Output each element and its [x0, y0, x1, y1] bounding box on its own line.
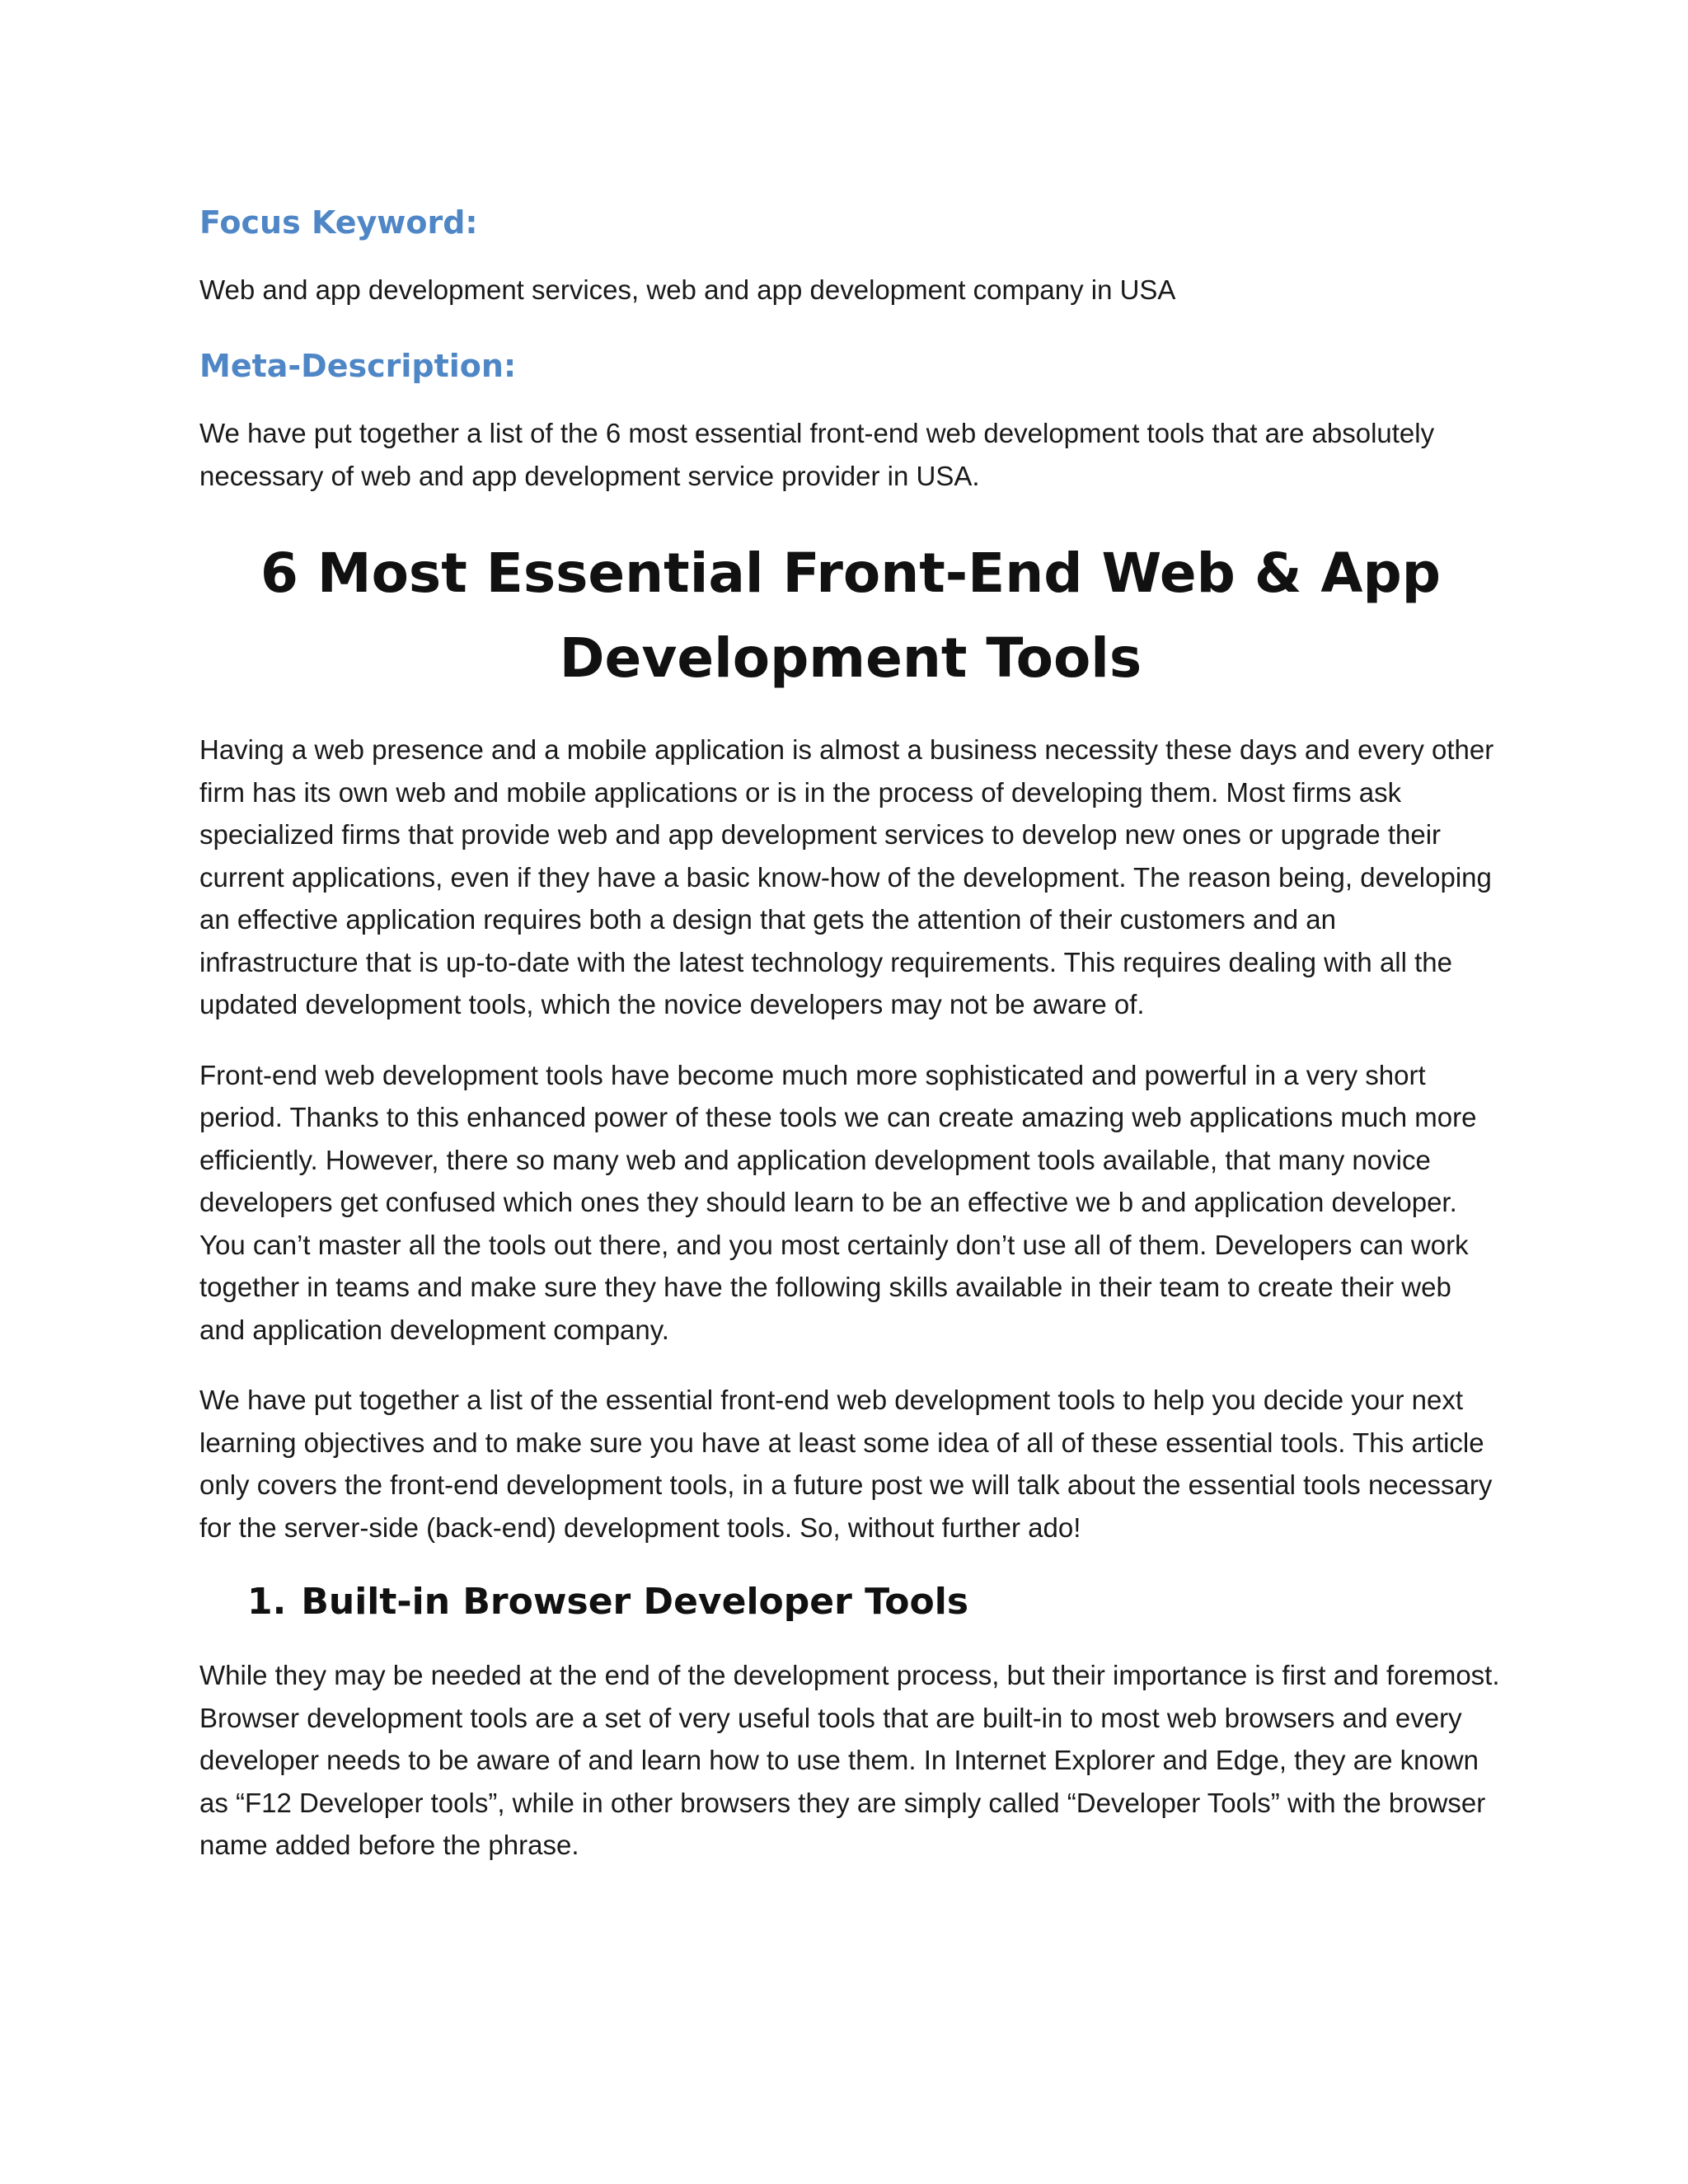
section-paragraph: While they may be needed at the end of the development process, but their importance is first and foremost. Browser development tools are a set of very useful tools that are built-in to most web browsers and every developer needs to be aware of and learn how to use them. In Internet Explorer and Edge, they are known as “F12 Developer tools”, while in other browsers they are simply called “Developer Tools” with the browser name added before the phrase.	[199, 1660, 1500, 1860]
meta-description-label: Meta-Description:	[199, 348, 517, 384]
focus-keyword-label: Focus Keyword:	[199, 204, 478, 241]
body-paragraph: Front-end web development tools have become much more sophisticated and powerful in a very short period. Thanks to this enhanced power of these tools we can create amazing web applications much more efficiently. However, there so many web and application development tools available, that many novice developers get confused which ones they should learn to be an effective we b and application developer. You can’t master all the tools out there, and you most certainly don’t use all of them. Developers can work together in teams and make sure they have the following skills available in their team to create their web and application development company.	[199, 1059, 1477, 1345]
intro-paragraph: Having a web presence and a mobile application is almost a business necessity these days and every other firm has its own web and mobile applications or is in the process of developing them. Most firms ask specialized firms that provide web and app development services to develop new ones or upgrade their current applications, even if they have a basic know-how of the development. The reason being, developing an effective application requires both a design that gets the attention of their customers and an infrastructure that is up-to-date with the latest technology requirements. This requires dealing with all the updated development tools, which the novice developers may not be aware of.	[199, 734, 1494, 1019]
article-title: 6 Most Essential Front-End Web & App Development Tools	[260, 541, 1441, 690]
document-page	[199, 198, 1502, 1867]
body-paragraph: We have put together a list of the essential front-end web development tools to help you decide your next learning objectives and to make sure you have at least some idea of all of these essential tools. This article only covers the front-end development tools, in a future post we will talk about the essential tools necessary for the server-side (back-end) development tools. So, without further ado!	[199, 1385, 1493, 1543]
meta-description-text: We have put together a list of the 6 most essential front-end web development tools that are absolutely necessary of web and app development service provider in USA.	[199, 418, 1435, 491]
section-number: 1.	[247, 1581, 287, 1623]
section-heading-text: Built-in Browser Developer Tools	[301, 1581, 969, 1623]
section-heading	[199, 1573, 1502, 1631]
focus-keyword-text: Web and app development services, web and app development company in USA	[199, 274, 1176, 305]
